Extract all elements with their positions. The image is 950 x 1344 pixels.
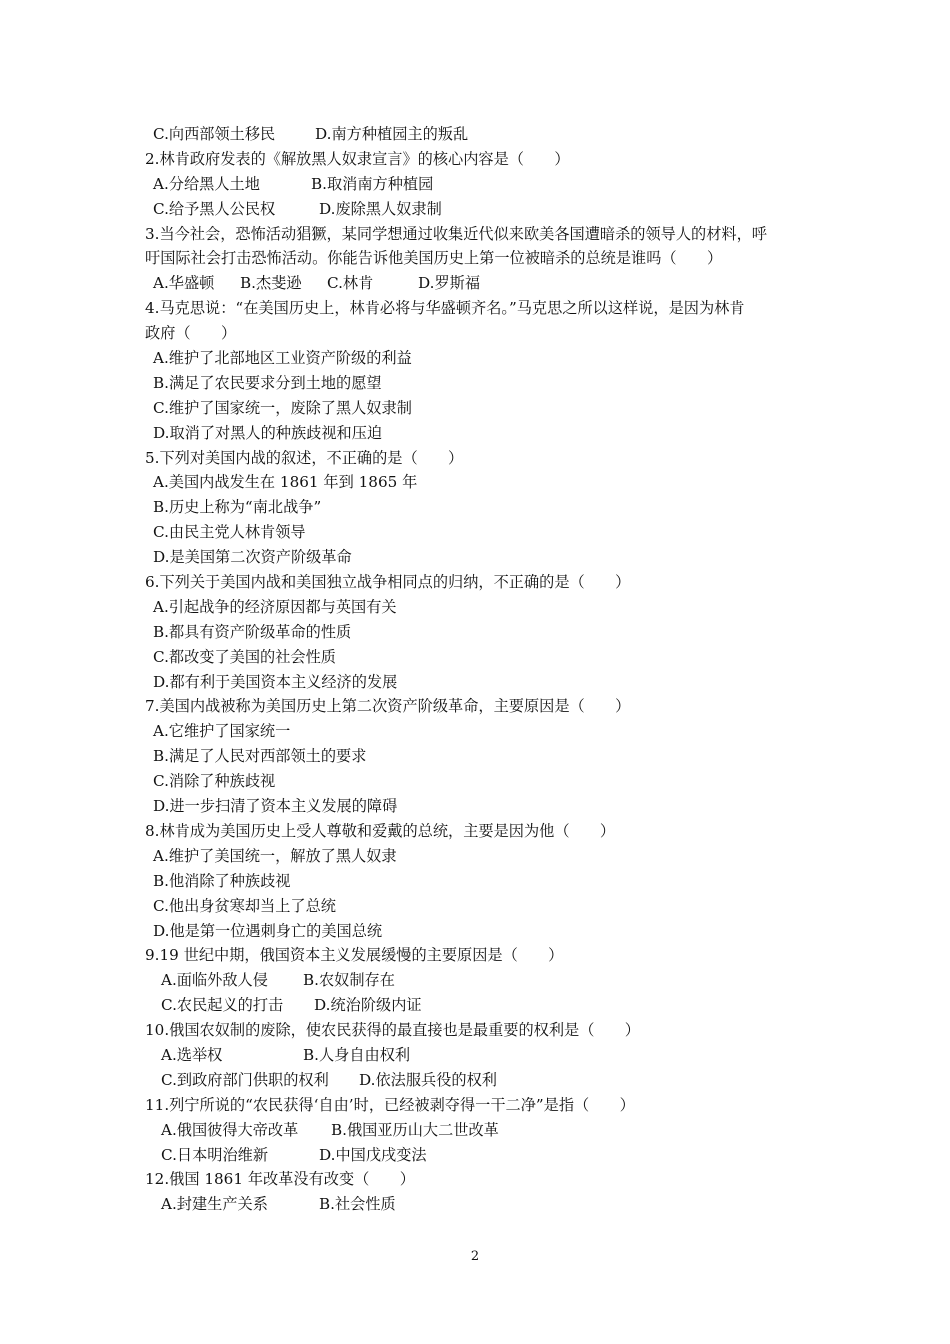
option-text: B.人身自由权利 [303, 1045, 411, 1064]
option-text: A.俄国彼得大帝改革 [161, 1120, 299, 1139]
option-text: C.他出身贫寒却当上了总统 [153, 896, 336, 915]
option-text: D.是美国第二次资产阶级革命 [153, 548, 352, 567]
option-text: C.给予黑人公民权 [153, 199, 276, 218]
answer-option-row [0, 172, 950, 197]
question-text [0, 222, 950, 247]
question-stem: 7.美国内战被称为美国历史上第二次资产阶级革命，主要原因是（ ） [145, 697, 631, 716]
option-text: C.消除了种族歧视 [153, 772, 276, 791]
option-text: A.维护了北部地区工业资产阶级的利益 [153, 349, 412, 368]
answer-option-row [0, 1143, 950, 1168]
question-text [0, 943, 950, 968]
question-stem: 政府（ ） [145, 324, 237, 343]
option-text: B.满足了农民要求分到土地的愿望 [153, 373, 382, 392]
option-text: A.维护了美国统一，解放了黑人奴隶 [153, 846, 397, 865]
option-text: D.废除黑人奴隶制 [319, 199, 442, 218]
option-text: B.杰斐逊 [240, 274, 302, 293]
question-stem: 4.马克思说：“在美国历史上，林肯必将与华盛顿齐名。”马克思之所以这样说，是因为林肯 [145, 299, 745, 318]
answer-option [0, 844, 950, 869]
option-text: C.日本明治维新 [161, 1145, 269, 1164]
question-text [0, 147, 950, 172]
answer-option [0, 620, 950, 645]
option-text: D.罗斯福 [418, 274, 481, 293]
question-stem: 12.俄国 1861 年改革没有改变（ ） [145, 1170, 415, 1189]
answer-option [0, 719, 950, 744]
answer-option [0, 670, 950, 695]
question-text [0, 819, 950, 844]
option-text: C.由民主党人林肯领导 [153, 523, 306, 542]
option-text: D.进一步扫清了资本主义发展的障碍 [153, 797, 398, 816]
option-text: B.农奴制存在 [303, 971, 395, 990]
question-list [0, 122, 950, 1217]
option-text: B.他消除了种族歧视 [153, 871, 291, 890]
option-text: B.俄国亚历山大二世改革 [331, 1120, 499, 1139]
option-text: C.都改变了美国的社会性质 [153, 647, 336, 666]
option-text: D.依法服兵役的权利 [359, 1070, 497, 1089]
option-text: D.中国戊戌变法 [319, 1145, 427, 1164]
answer-option [0, 919, 950, 944]
answer-option [0, 869, 950, 894]
question-text [0, 246, 950, 271]
answer-option [0, 421, 950, 446]
option-text: D.取消了对黑人的种族歧视和压迫 [153, 423, 383, 442]
question-text [0, 694, 950, 719]
answer-option-row [0, 1068, 950, 1093]
answer-option [0, 794, 950, 819]
answer-option-row [0, 271, 950, 296]
option-text: C.向西部领土移民 [153, 125, 276, 143]
question-text [0, 296, 950, 321]
option-text: A.选举权 [161, 1045, 223, 1064]
answer-option [0, 769, 950, 794]
option-text: A.封建生产关系 [161, 1195, 268, 1214]
question-text [0, 1167, 950, 1192]
option-text: D.他是第一位遇刺身亡的美国总统 [153, 921, 383, 940]
question-stem: 9.19 世纪中期，俄国资本主义发展缓慢的主要原因是（ ） [145, 946, 564, 965]
answer-option-row [0, 968, 950, 993]
answer-option [0, 520, 950, 545]
option-text: A.引起战争的经济原因都与英国有关 [153, 597, 397, 616]
answer-option [0, 744, 950, 769]
question-stem: 8.林肯成为美国历史上受人尊敬和爱戴的总统，主要是因为他（ ） [145, 821, 616, 840]
question-stem: 10.俄国农奴制的废除，使农民获得的最直接也是最重要的权利是（ ） [145, 1021, 640, 1040]
option-text: D.南方种植园主的叛乱 [315, 125, 469, 143]
answer-option [0, 595, 950, 620]
option-text: C.到政府部门供职的权利 [161, 1070, 329, 1089]
answer-option-row [0, 122, 950, 147]
option-text: B.历史上称为“南北战争” [153, 498, 322, 517]
option-text: A.华盛顿 [153, 274, 215, 293]
option-text: D.都有利于美国资本主义经济的发展 [153, 672, 398, 691]
option-text: B.满足了人民对西部领土的要求 [153, 747, 367, 766]
question-text [0, 570, 950, 595]
answer-option [0, 645, 950, 670]
page-number: 2 [470, 1249, 480, 1264]
answer-option-row [0, 197, 950, 222]
answer-option [0, 396, 950, 421]
question-stem: 11.列宁所说的“农民获得‘自由’时，已经被剥夺得一干二净”是指（ ） [145, 1095, 635, 1114]
option-text: B.都具有资产阶级革命的性质 [153, 622, 352, 641]
answer-option-row [0, 1118, 950, 1143]
question-text [0, 446, 950, 471]
answer-option [0, 545, 950, 570]
question-text [0, 321, 950, 346]
question-stem: 2.林肯政府发表的《解放黑人奴隶宣言》的核心内容是（ ） [145, 149, 570, 168]
option-text: A.面临外敌人侵 [161, 971, 268, 990]
answer-option-row [0, 1192, 950, 1217]
question-stem: 吁国际社会打击恐怖活动。你能告诉他美国历史上第一位被暗杀的总统是谁吗（ ） [145, 249, 723, 268]
answer-option [0, 894, 950, 919]
option-text: B.社会性质 [319, 1195, 396, 1214]
option-text: C.农民起义的打击 [161, 996, 284, 1015]
answer-option [0, 346, 950, 371]
answer-option [0, 470, 950, 495]
answer-option-row [0, 993, 950, 1018]
question-stem: 6.下列关于美国内战和美国独立战争相同点的归纳，不正确的是（ ） [145, 573, 631, 592]
answer-option [0, 371, 950, 396]
option-text: A.它维护了国家统一 [153, 722, 291, 741]
answer-option [0, 495, 950, 520]
option-text: C.维护了国家统一，废除了黑人奴隶制 [153, 398, 412, 417]
question-text [0, 1093, 950, 1118]
option-text: B.取消南方种植园 [311, 174, 434, 193]
option-text: D.统治阶级内证 [314, 996, 422, 1015]
question-stem: 5.下列对美国内战的叙述，不正确的是（ ） [145, 448, 464, 467]
answer-option-row [0, 1043, 950, 1068]
option-text: C.林肯 [327, 274, 374, 293]
option-text: A.分给黑人土地 [153, 174, 260, 193]
question-stem: 3.当今社会，恐怖活动猖獗，某同学想通过收集近代似来欧美各国遭暗杀的领导人的材料，呼 [145, 224, 767, 243]
question-text [0, 1018, 950, 1043]
option-text: A.美国内战发生在 1861 年到 1865 年 [153, 473, 418, 492]
